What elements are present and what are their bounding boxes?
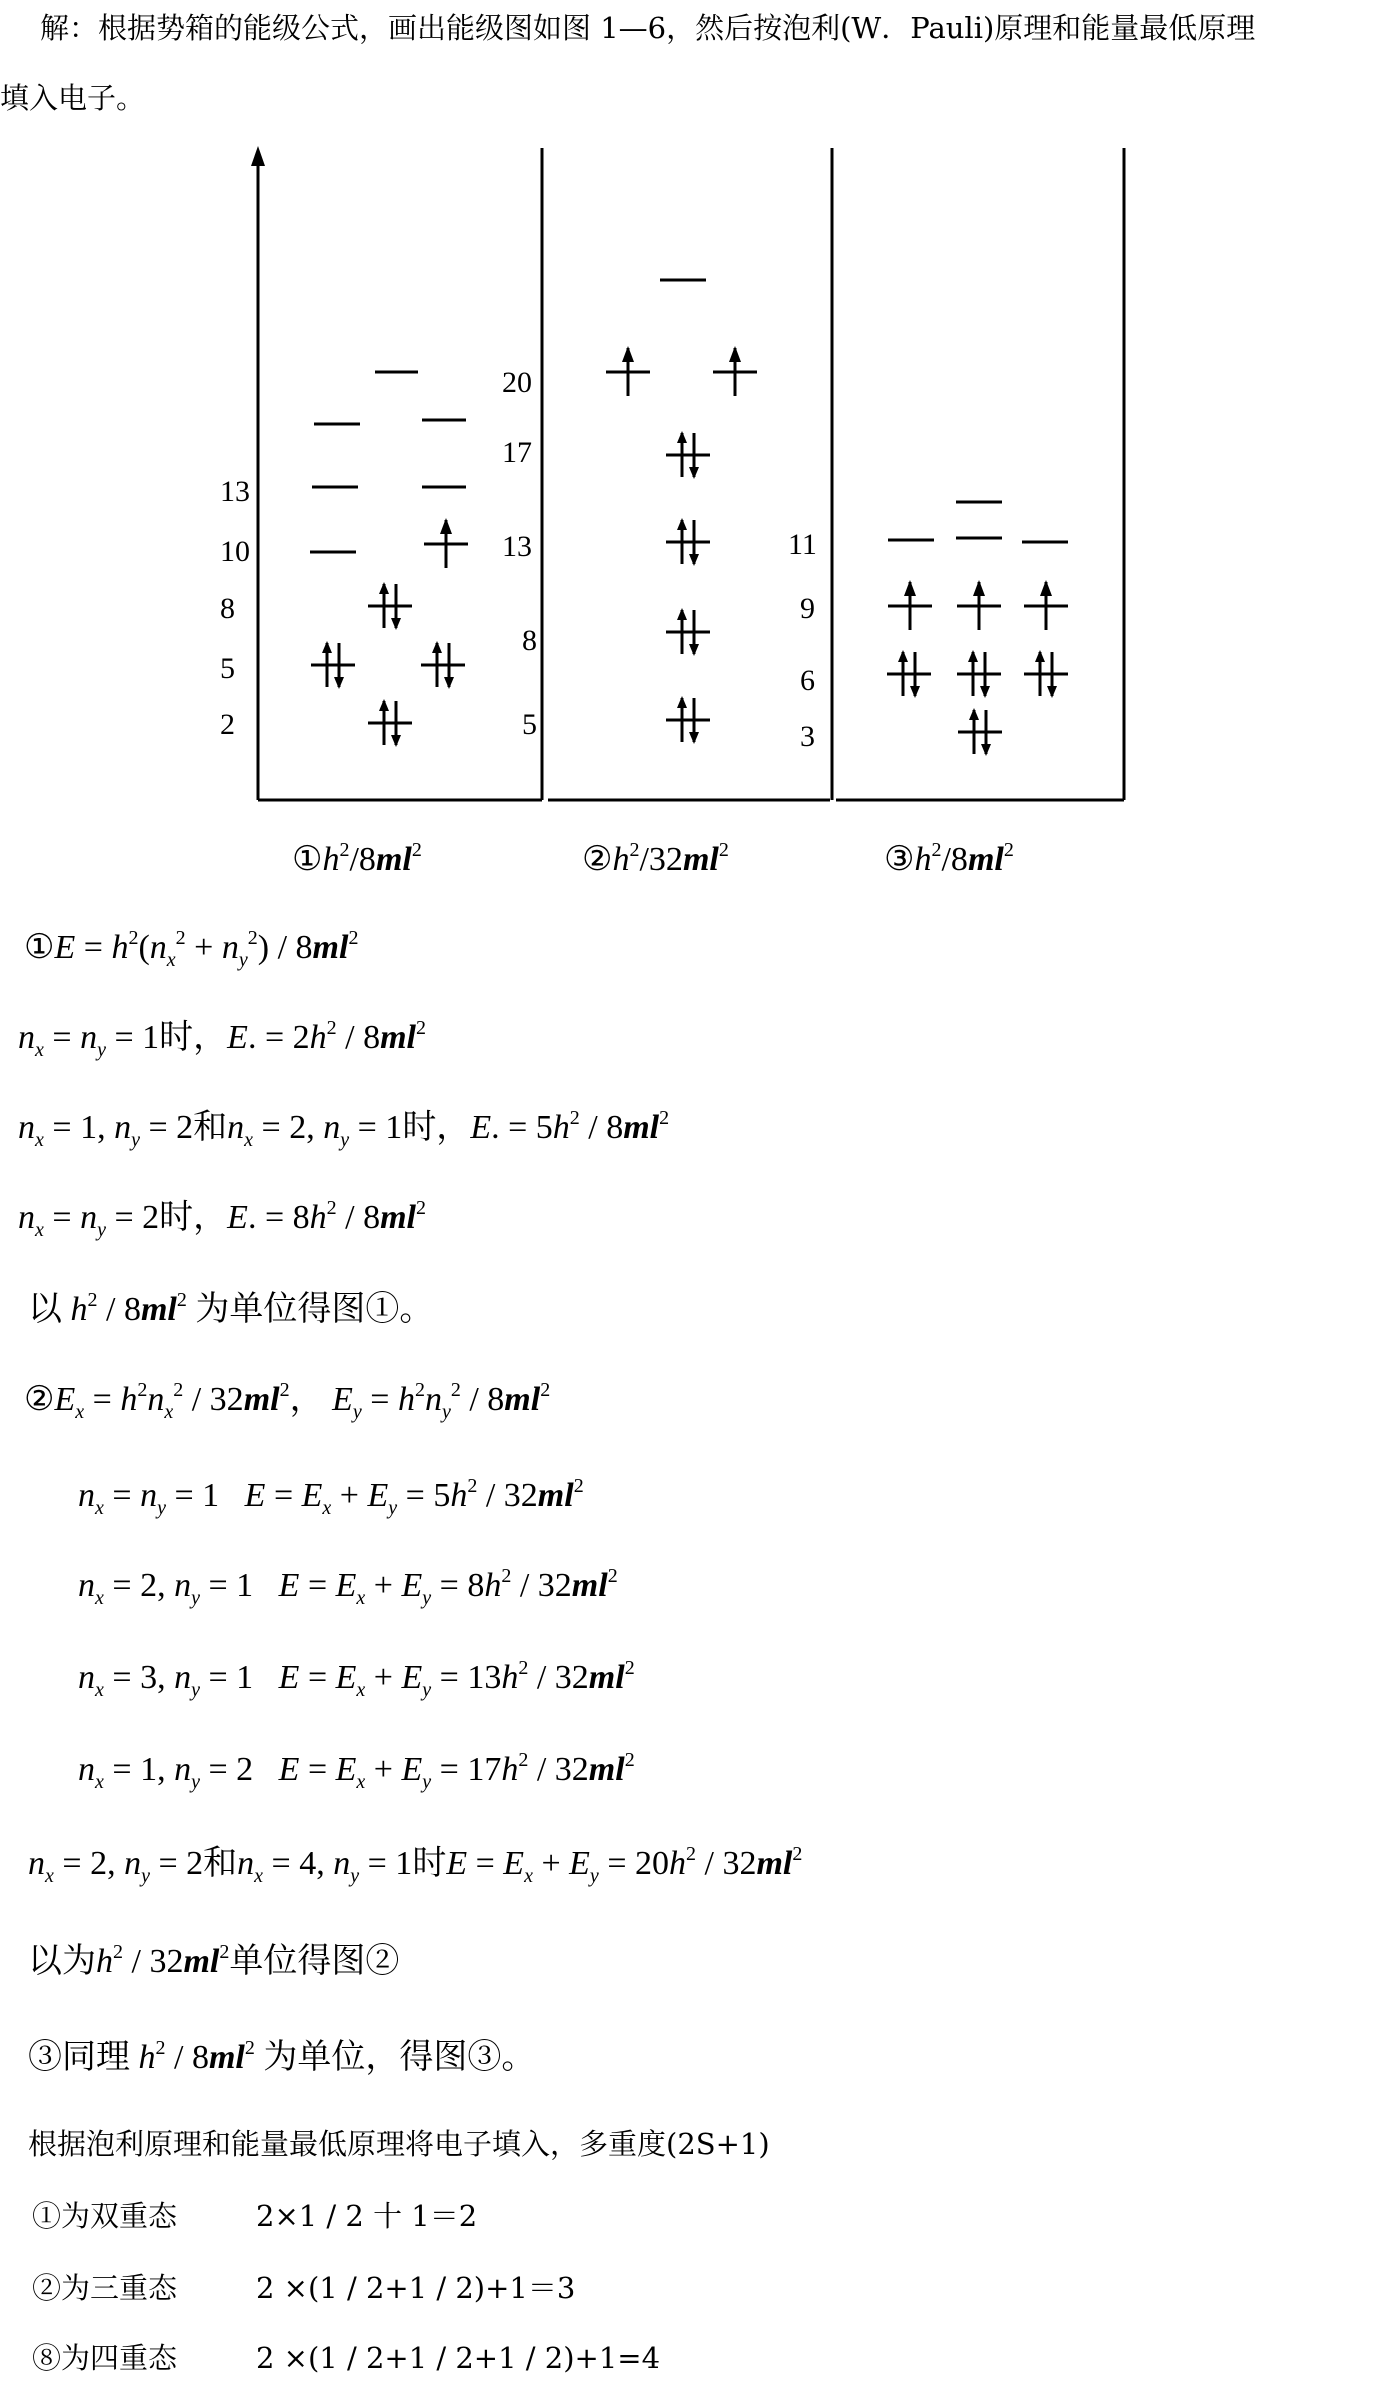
spin-up-electron-icon [1024,580,1068,630]
electron-pair-icon [368,699,412,747]
axis-arrow-icon [251,146,265,166]
unit-statement-2: 以为$h^2 / 32ml^2$单位得图② [28,1941,400,1980]
electron-pair-icon [666,518,710,566]
equation-state-4: $n_x = 1$, $n_y = 2$ $E = E_x + E_y = 17h^2 / 32ml^2$ [78,1749,635,1793]
electron-pair-icon [957,650,1001,698]
electron-pair-icon [368,582,412,630]
level-label: 13 [220,475,250,508]
spin-up-electron-icon [713,346,757,396]
level-label: 10 [220,535,250,568]
electron-pair-icon [421,641,465,689]
multiplicity-row [32,2268,575,2308]
equation-state-3: $n_x = 3$, $n_y = 1$ $E = E_x + E_y = 13h^2 / 32ml^2$ [78,1657,635,1701]
caption-2: $②h^2/32ml^2$ [582,839,729,878]
electron-pair-icon [666,608,710,656]
level-label: 8 [220,592,235,625]
panel-2 [502,148,832,800]
row-label: ①为双重态 [32,2199,178,2233]
multiplicity-row [32,2338,660,2378]
row-formula: 2 ×(1 / 2+1 / 2+1 / 2)+1=4 [256,2341,661,2375]
level-label: 13 [502,530,532,563]
intro-line-1: 解：根据势箱的能级公式，画出能级图如图 1—6，然后按泡利(W．Pauli)原理和能量最低原理 [40,11,1256,45]
spin-up-electron-icon [888,580,932,630]
row-label: ②为三重态 [32,2271,178,2305]
level-label: 9 [800,592,815,625]
equation-condition-3: $n_x = n_y = 2$时，E. = $8h^2 / 8ml^2$ [18,1197,426,1241]
level-label: 20 [502,366,532,399]
equation-state-1: $n_x = n_y = 1$ $E = E_x + E_y = 5h^2 / 32ml^2$ [78,1475,584,1519]
level-label: 11 [788,528,817,561]
panel-3 [788,148,1124,800]
level-label: 2 [220,708,235,741]
row-label: ⑧为四重态 [32,2341,178,2375]
electron-pair-icon [666,431,710,479]
row-formula: 2×1 / 2 十 1＝2 [256,2199,478,2233]
electron-pair-icon [311,641,355,689]
equation-energy-2: $②E_x = h^2n_x^2 / 32ml^2$， $E_y = h^2n_y^2 / 8ml^2$ [24,1379,551,1423]
spin-up-electron-icon [424,518,468,568]
level-label: 5 [522,708,537,741]
caption-3: $③h^2/8ml^2$ [884,839,1014,878]
equation-condition-1: $n_x = n_y = 1$时，E. = $2h^2 / 8ml^2$ [18,1017,426,1061]
level-label: 5 [220,652,235,685]
equation-energy-1: ①E = $h^2(n_x^2 + n_y^2) / 8ml^2$ [24,927,359,971]
intro-line-2: 填入电子。 [0,81,146,115]
caption-1: $①h^2/8ml^2$ [292,839,422,878]
summary-title: 根据泡利原理和能量最低原理将电子填入，多重度(2S+1) [28,2127,770,2161]
row-formula: 2 ×(1 / 2+1 / 2)+1＝3 [256,2271,576,2305]
equation-state-5: $n_x = 2$, $n_y = 2$和$n_x = 4$, $n_y = 1$时$E = E_x + E_y = 20h^2 / 32ml^2$ [28,1843,803,1887]
electron-pair-icon [666,696,710,744]
electron-pair-icon [887,650,931,698]
spin-up-electron-icon [957,580,1001,630]
unit-statement-3: ③同理 $h^2 / 8ml^2$ 为单位，得图③。 [28,2037,536,2076]
multiplicity-row [32,2196,477,2236]
electron-pair-icon [1024,650,1068,698]
level-label: 8 [522,624,537,657]
level-label: 3 [800,720,815,753]
spin-up-electron-icon [606,346,650,396]
panel-1 [220,146,542,800]
energy-level-diagram [0,130,1378,900]
electron-pair-icon [958,708,1002,756]
equation-condition-2: $n_x = 1$, $n_y = 2$和$n_x = 2$, $n_y = 1$时，E. = $5h^2 / 8ml^2$ [18,1107,670,1151]
unit-statement-1: 以 $h^2 / 8ml^2$ 为单位得图①。 [28,1289,434,1328]
level-label: 6 [800,664,815,697]
equation-state-2: $n_x = 2$, $n_y = 1$ $E = E_x + E_y = 8h^2 / 32ml^2$ [78,1565,618,1609]
level-label: 17 [502,436,532,469]
